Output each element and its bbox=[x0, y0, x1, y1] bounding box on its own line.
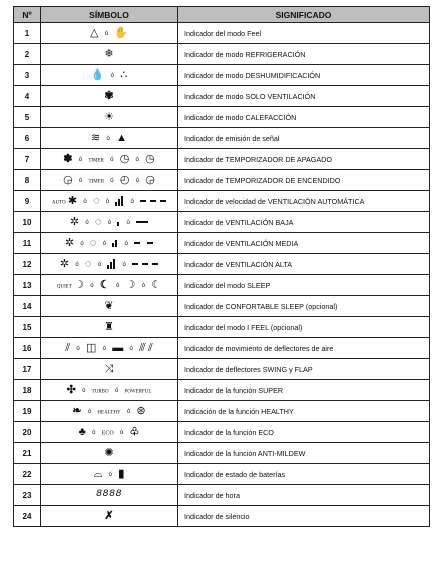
or-separator: ó bbox=[114, 388, 119, 395]
fan-low-icon: ✲ bbox=[69, 215, 80, 228]
symbol-table bbox=[13, 6, 430, 527]
fan-circle-icon: ◌ bbox=[84, 257, 92, 270]
meaning-text: Indicador de modo DESHUMIDIFICACIÓN bbox=[178, 65, 430, 86]
or-separator: ó bbox=[97, 262, 102, 269]
symbol-cell bbox=[41, 296, 178, 317]
symbol-cell bbox=[41, 23, 178, 44]
meaning-text: Indicador de VENTILACIÓN BAJA bbox=[178, 212, 430, 233]
row-number: 15 bbox=[14, 317, 41, 338]
or-separator: ó bbox=[141, 283, 145, 290]
eco-tree-icon: ♣ bbox=[78, 425, 86, 438]
table-row bbox=[14, 86, 430, 107]
row-number: 11 bbox=[14, 233, 41, 254]
row-number: 13 bbox=[14, 275, 41, 296]
fan-circle-icon: ◌ bbox=[92, 194, 100, 207]
or-separator: ó bbox=[115, 283, 120, 290]
row-number: 23 bbox=[14, 485, 41, 506]
table-row bbox=[14, 296, 430, 317]
or-separator: ó bbox=[105, 199, 110, 206]
meaning-text: Indicador de modo CALEFACCIÓN bbox=[178, 107, 430, 128]
fan-high-icon: ✲ bbox=[59, 257, 70, 270]
or-separator: ó bbox=[122, 262, 126, 269]
deflector-swing-icon: ⫽ bbox=[65, 341, 71, 354]
table-row bbox=[14, 233, 430, 254]
meaning-text: Indicador de hora bbox=[178, 485, 430, 506]
drop-icon: 💧 bbox=[90, 68, 105, 81]
meaning-text: Indicador de velocidad de VENTILACIÓN AUTOMÁTICA bbox=[178, 191, 430, 212]
or-separator: ó bbox=[80, 241, 84, 248]
fan-level-bars-icon bbox=[107, 259, 116, 269]
table-header-row bbox=[14, 7, 430, 23]
meaning-text: Indicador de emisión de señal bbox=[178, 128, 430, 149]
deflector-flap-icon: ◫ bbox=[85, 341, 97, 354]
timer-label: TIMER bbox=[88, 179, 105, 185]
meaning-text: Indicador de la función ANTI-MILDEW bbox=[178, 443, 430, 464]
meaning-text: Indicador de estado de baterías bbox=[178, 464, 430, 485]
eco-label: ECO bbox=[101, 430, 114, 437]
symbol-cell bbox=[41, 275, 178, 296]
or-separator: ó bbox=[110, 73, 115, 80]
or-separator: ó bbox=[126, 409, 131, 416]
symbol-cell bbox=[41, 212, 178, 233]
symbol-cell bbox=[41, 149, 178, 170]
table-row bbox=[14, 212, 430, 233]
snowflake-icon: ❄ bbox=[104, 47, 114, 60]
or-separator: ó bbox=[135, 178, 140, 185]
deflector-vane-icon: ⫻ bbox=[139, 341, 146, 354]
anti-mildew-icon: ✺ bbox=[104, 446, 114, 459]
or-separator: ó bbox=[130, 199, 134, 206]
row-number: 14 bbox=[14, 296, 41, 317]
timer-off-icon: ✽ bbox=[63, 152, 73, 165]
healthy-leaf-icon: ❧ bbox=[72, 404, 82, 417]
turbo-label: TURBO bbox=[91, 389, 109, 395]
meaning-text: Indicador de la función ECO bbox=[178, 422, 430, 443]
signal-waves-icon: ≋ bbox=[91, 131, 101, 144]
clock-off-icon: ◷ bbox=[119, 152, 130, 165]
deflector-side-icon: ⫽ bbox=[147, 341, 153, 354]
eco-plant-icon: ♧ bbox=[129, 425, 140, 438]
meaning-text: Indicador de CONFORTABLE SLEEP (opcional) bbox=[178, 296, 430, 317]
row-number: 20 bbox=[14, 422, 41, 443]
table-row bbox=[14, 170, 430, 191]
symbol-cell bbox=[41, 128, 178, 149]
table-row bbox=[14, 401, 430, 422]
or-separator: ó bbox=[129, 346, 133, 353]
super-fan-icon: ✣ bbox=[66, 383, 76, 396]
fan-medium-icon: ✲ bbox=[64, 236, 75, 249]
row-number: 22 bbox=[14, 464, 41, 485]
sleep-crescent-icon: ☾ bbox=[99, 278, 110, 291]
table-row bbox=[14, 422, 430, 443]
speed-high-dashes-icon bbox=[132, 263, 158, 265]
or-separator: ó bbox=[106, 136, 110, 143]
symbol-cell bbox=[41, 170, 178, 191]
table-row bbox=[14, 254, 430, 275]
battery-icon: ▮ bbox=[118, 467, 125, 480]
meaning-text: Indicador de modo SOLO VENTILACIÓN bbox=[178, 86, 430, 107]
or-separator: ó bbox=[78, 157, 83, 164]
or-separator: ó bbox=[110, 178, 114, 185]
row-number: 2 bbox=[14, 44, 41, 65]
row-number: 10 bbox=[14, 212, 41, 233]
auto-label: AUTO bbox=[51, 200, 66, 206]
or-separator: ó bbox=[78, 178, 83, 185]
symbol-cell bbox=[41, 485, 178, 506]
or-separator: ó bbox=[126, 220, 130, 227]
row-number: 21 bbox=[14, 443, 41, 464]
symbol-cell bbox=[41, 317, 178, 338]
or-separator: ó bbox=[92, 430, 96, 437]
row-number: 8 bbox=[14, 170, 41, 191]
symbol-cell bbox=[41, 380, 178, 401]
swing-flap-arrows-icon: ⤨ bbox=[104, 362, 114, 375]
table-row bbox=[14, 338, 430, 359]
or-separator: ó bbox=[108, 472, 112, 479]
clock-on-icon: ◶ bbox=[63, 173, 73, 186]
or-separator: ó bbox=[110, 157, 114, 164]
table-row bbox=[14, 464, 430, 485]
row-number: 12 bbox=[14, 254, 41, 275]
fan-level-bars-icon bbox=[115, 196, 124, 206]
meaning-text: Indicación de la función HEALTHY bbox=[178, 401, 430, 422]
fan-level-bars-icon bbox=[117, 218, 120, 226]
symbol-cell bbox=[41, 401, 178, 422]
sun-icon: ☀ bbox=[104, 110, 114, 123]
table-row bbox=[14, 380, 430, 401]
feel-hand-icon: ✋ bbox=[114, 26, 128, 39]
meaning-text: Indicador de deflectores SWING y FLAP bbox=[178, 359, 430, 380]
or-separator: ó bbox=[104, 31, 109, 38]
fan-circle-icon: ◌ bbox=[89, 236, 97, 249]
fan-icon: ✾ bbox=[104, 89, 114, 102]
symbol-table-container bbox=[13, 6, 429, 527]
or-separator: ó bbox=[75, 262, 79, 269]
silence-muted-icon: ✗ bbox=[104, 509, 114, 522]
table-row bbox=[14, 506, 430, 527]
table-row bbox=[14, 443, 430, 464]
symbol-cell bbox=[41, 422, 178, 443]
timer-label: TIMER bbox=[88, 158, 104, 164]
table-row bbox=[14, 107, 430, 128]
speed-low-dashes-icon bbox=[136, 221, 148, 223]
symbol-cell bbox=[41, 506, 178, 527]
row-number: 1 bbox=[14, 23, 41, 44]
symbol-cell bbox=[41, 443, 178, 464]
header-number: Nº bbox=[14, 7, 41, 23]
meaning-text: Indicador de silencio bbox=[178, 506, 430, 527]
sleep-moon-star-icon: ☽ bbox=[125, 278, 136, 291]
or-separator: ó bbox=[102, 346, 106, 353]
row-number: 7 bbox=[14, 149, 41, 170]
table-row bbox=[14, 191, 430, 212]
symbol-cell bbox=[41, 107, 178, 128]
signal-triangle-icon: ▲ bbox=[116, 131, 127, 144]
header-meaning: SIGNIFICADO bbox=[178, 7, 430, 23]
clock-digits-display: 8888 bbox=[95, 489, 122, 500]
battery-low-icon: ⌓ bbox=[93, 467, 103, 480]
or-separator: ó bbox=[135, 157, 139, 164]
table-row bbox=[14, 317, 430, 338]
row-number: 16 bbox=[14, 338, 41, 359]
row-number: 6 bbox=[14, 128, 41, 149]
symbol-cell bbox=[41, 464, 178, 485]
symbol-cell bbox=[41, 338, 178, 359]
meaning-text: Indicador de modo REFRIGERACIÓN bbox=[178, 44, 430, 65]
meaning-text: Indicador de TEMPORIZADOR DE ENCENDIDO bbox=[178, 170, 430, 191]
table-row bbox=[14, 65, 430, 86]
symbol-cell bbox=[41, 191, 178, 212]
meaning-text: Indicador del modo I FEEL (opcional) bbox=[178, 317, 430, 338]
row-number: 19 bbox=[14, 401, 41, 422]
or-separator: ó bbox=[107, 220, 112, 227]
table-row bbox=[14, 275, 430, 296]
feel-triangle-icon: △ bbox=[90, 26, 99, 39]
symbol-cell bbox=[41, 233, 178, 254]
or-separator: ó bbox=[87, 409, 92, 416]
or-separator: ó bbox=[85, 220, 89, 227]
or-separator: ó bbox=[82, 388, 86, 395]
row-number: 18 bbox=[14, 380, 41, 401]
symbol-cell bbox=[41, 65, 178, 86]
meaning-text: Indicador de movimiento de deflectores de aire bbox=[178, 338, 430, 359]
or-separator: ó bbox=[90, 283, 94, 290]
table-row bbox=[14, 23, 430, 44]
powerful-label: POWERFUL bbox=[124, 389, 152, 395]
i-feel-person-icon: ♜ bbox=[104, 320, 114, 333]
speed-auto-dashes-icon bbox=[140, 200, 166, 202]
meaning-text: Indicador del modo Feel bbox=[178, 23, 430, 44]
symbol-cell bbox=[41, 86, 178, 107]
fan-circle-icon: ◌ bbox=[94, 215, 102, 228]
meaning-text: Indicador de la función SUPER bbox=[178, 380, 430, 401]
sleep-c-icon: ☾ bbox=[151, 278, 162, 291]
row-number: 4 bbox=[14, 86, 41, 107]
meaning-text: Indicador de VENTILACIÓN MEDIA bbox=[178, 233, 430, 254]
speed-medium-dashes-icon bbox=[134, 242, 153, 244]
or-separator: ó bbox=[76, 346, 80, 353]
comfortable-sleep-icon: ❦ bbox=[104, 299, 114, 312]
row-number: 24 bbox=[14, 506, 41, 527]
meaning-text: Indicador de VENTILACIÓN ALTA bbox=[178, 254, 430, 275]
meaning-text: Indicador de TEMPORIZADOR DE APAGADO bbox=[178, 149, 430, 170]
quiet-label: QUIET bbox=[56, 284, 72, 290]
table-row bbox=[14, 44, 430, 65]
fan-auto-icon: ✱ bbox=[67, 194, 78, 207]
row-number: 5 bbox=[14, 107, 41, 128]
or-separator: ó bbox=[124, 241, 128, 248]
table-row bbox=[14, 485, 430, 506]
healthy-label: HEALTHY bbox=[97, 410, 121, 416]
clock-arrow-on-icon: ◶ bbox=[145, 173, 155, 186]
symbol-cell bbox=[41, 359, 178, 380]
or-separator: ó bbox=[83, 199, 87, 206]
table-row bbox=[14, 128, 430, 149]
healthy-circle-icon: ⊛ bbox=[136, 404, 146, 417]
clock-icon: ◴ bbox=[119, 173, 130, 186]
table-row bbox=[14, 149, 430, 170]
table-row bbox=[14, 359, 430, 380]
row-number: 3 bbox=[14, 65, 41, 86]
symbol-cell bbox=[41, 44, 178, 65]
or-separator: ó bbox=[102, 241, 107, 248]
symbol-cell bbox=[41, 254, 178, 275]
row-number: 17 bbox=[14, 359, 41, 380]
drops-icon: ∴ bbox=[120, 68, 128, 81]
meaning-text: Indicador del modo SLEEP bbox=[178, 275, 430, 296]
deflector-bar-icon: ▬ bbox=[112, 341, 124, 354]
fan-level-bars-icon bbox=[112, 239, 118, 247]
sleep-moon-icon: ☽ bbox=[74, 278, 85, 291]
header-symbol: SÍMBOLO bbox=[41, 7, 178, 23]
clock-arrow-off-icon: ◷ bbox=[145, 152, 155, 165]
or-separator: ó bbox=[119, 430, 124, 437]
row-number: 9 bbox=[14, 191, 41, 212]
